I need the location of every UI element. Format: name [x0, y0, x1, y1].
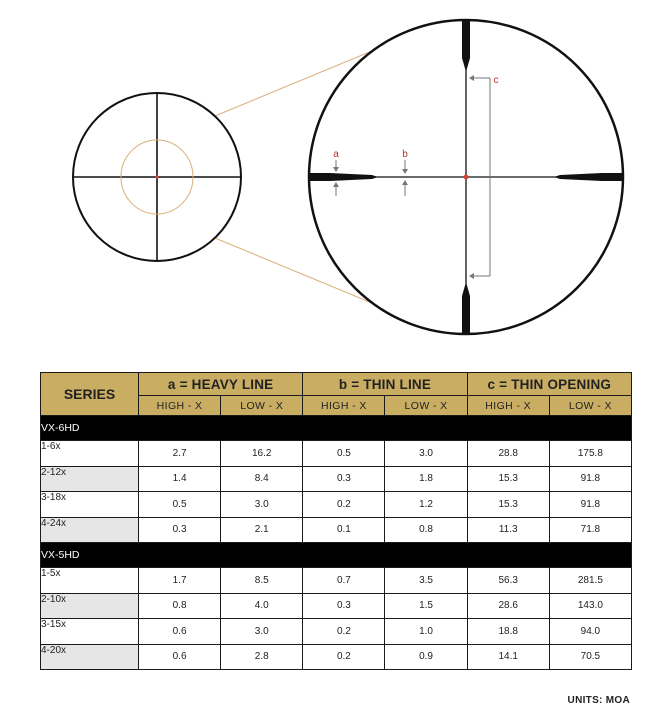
model-cell: 3-15x	[41, 619, 139, 645]
value-cell: 0.8	[139, 593, 221, 619]
value-cell: 0.6	[139, 644, 221, 670]
small-reticle	[73, 93, 241, 261]
label-a: a	[333, 149, 339, 160]
value-cell: 15.3	[467, 492, 549, 518]
value-cell: 1.0	[385, 619, 467, 645]
value-cell: 3.0	[221, 492, 303, 518]
label-b: b	[402, 149, 408, 160]
value-cell: 0.8	[385, 517, 467, 543]
model-cell: 3-18x	[41, 492, 139, 518]
series-header: SERIES	[41, 373, 139, 416]
value-cell: 18.8	[467, 619, 549, 645]
value-cell: 3.5	[385, 568, 467, 594]
value-cell: 56.3	[467, 568, 549, 594]
value-cell: 15.3	[467, 466, 549, 492]
value-cell: 28.6	[467, 593, 549, 619]
units-note: UNITS: MOA	[567, 695, 630, 706]
value-cell: 281.5	[549, 568, 631, 594]
spec-table	[40, 372, 632, 670]
value-cell: 0.5	[303, 441, 385, 467]
group-header-thin-line: b = THIN LINE	[303, 373, 467, 396]
value-cell: 8.4	[221, 466, 303, 492]
value-cell: 0.3	[303, 466, 385, 492]
value-cell: 0.2	[303, 619, 385, 645]
label-c: c	[493, 75, 499, 86]
value-cell: 2.7	[139, 441, 221, 467]
value-cell: 94.0	[549, 619, 631, 645]
value-cell: 2.1	[221, 517, 303, 543]
value-cell: 70.5	[549, 644, 631, 670]
value-cell: 8.5	[221, 568, 303, 594]
value-cell: 175.8	[549, 441, 631, 467]
value-cell: 1.8	[385, 466, 467, 492]
value-cell: 91.8	[549, 466, 631, 492]
value-cell: 143.0	[549, 593, 631, 619]
model-cell: 2-12x	[41, 466, 139, 492]
value-cell: 11.3	[467, 517, 549, 543]
value-cell: 16.2	[221, 441, 303, 467]
value-cell: 0.3	[139, 517, 221, 543]
value-cell: 71.8	[549, 517, 631, 543]
group-header-thin-opening: c = THIN OPENING	[467, 373, 631, 396]
section-header: VX-5HD	[41, 543, 632, 568]
subheader-high-x: HIGH - X	[303, 396, 385, 416]
section-header: VX-6HD	[41, 416, 632, 441]
subheader-low-x: LOW - X	[221, 396, 303, 416]
large-center-dot	[464, 175, 469, 180]
small-center-dot	[155, 175, 158, 178]
model-cell: 1-6x	[41, 441, 139, 467]
value-cell: 1.4	[139, 466, 221, 492]
value-cell: 14.1	[467, 644, 549, 670]
subheader-low-x: LOW - X	[385, 396, 467, 416]
value-cell: 2.8	[221, 644, 303, 670]
value-cell: 3.0	[385, 441, 467, 467]
model-cell: 2-10x	[41, 593, 139, 619]
value-cell: 0.2	[303, 644, 385, 670]
value-cell: 0.2	[303, 492, 385, 518]
subheader-high-x: HIGH - X	[467, 396, 549, 416]
group-header-heavy-line: a = HEAVY LINE	[139, 373, 303, 396]
model-cell: 4-24x	[41, 517, 139, 543]
model-cell: 4-20x	[41, 644, 139, 670]
value-cell: 0.3	[303, 593, 385, 619]
value-cell: 0.7	[303, 568, 385, 594]
subheader-low-x: LOW - X	[549, 396, 631, 416]
value-cell: 0.5	[139, 492, 221, 518]
value-cell: 1.7	[139, 568, 221, 594]
subheader-high-x: HIGH - X	[139, 396, 221, 416]
value-cell: 1.2	[385, 492, 467, 518]
value-cell: 3.0	[221, 619, 303, 645]
value-cell: 28.8	[467, 441, 549, 467]
value-cell: 4.0	[221, 593, 303, 619]
value-cell: 91.8	[549, 492, 631, 518]
large-reticle	[309, 20, 623, 334]
value-cell: 0.6	[139, 619, 221, 645]
value-cell: 0.1	[303, 517, 385, 543]
model-cell: 1-5x	[41, 568, 139, 594]
value-cell: 0.9	[385, 644, 467, 670]
value-cell: 1.5	[385, 593, 467, 619]
reticle-diagram	[0, 0, 652, 350]
